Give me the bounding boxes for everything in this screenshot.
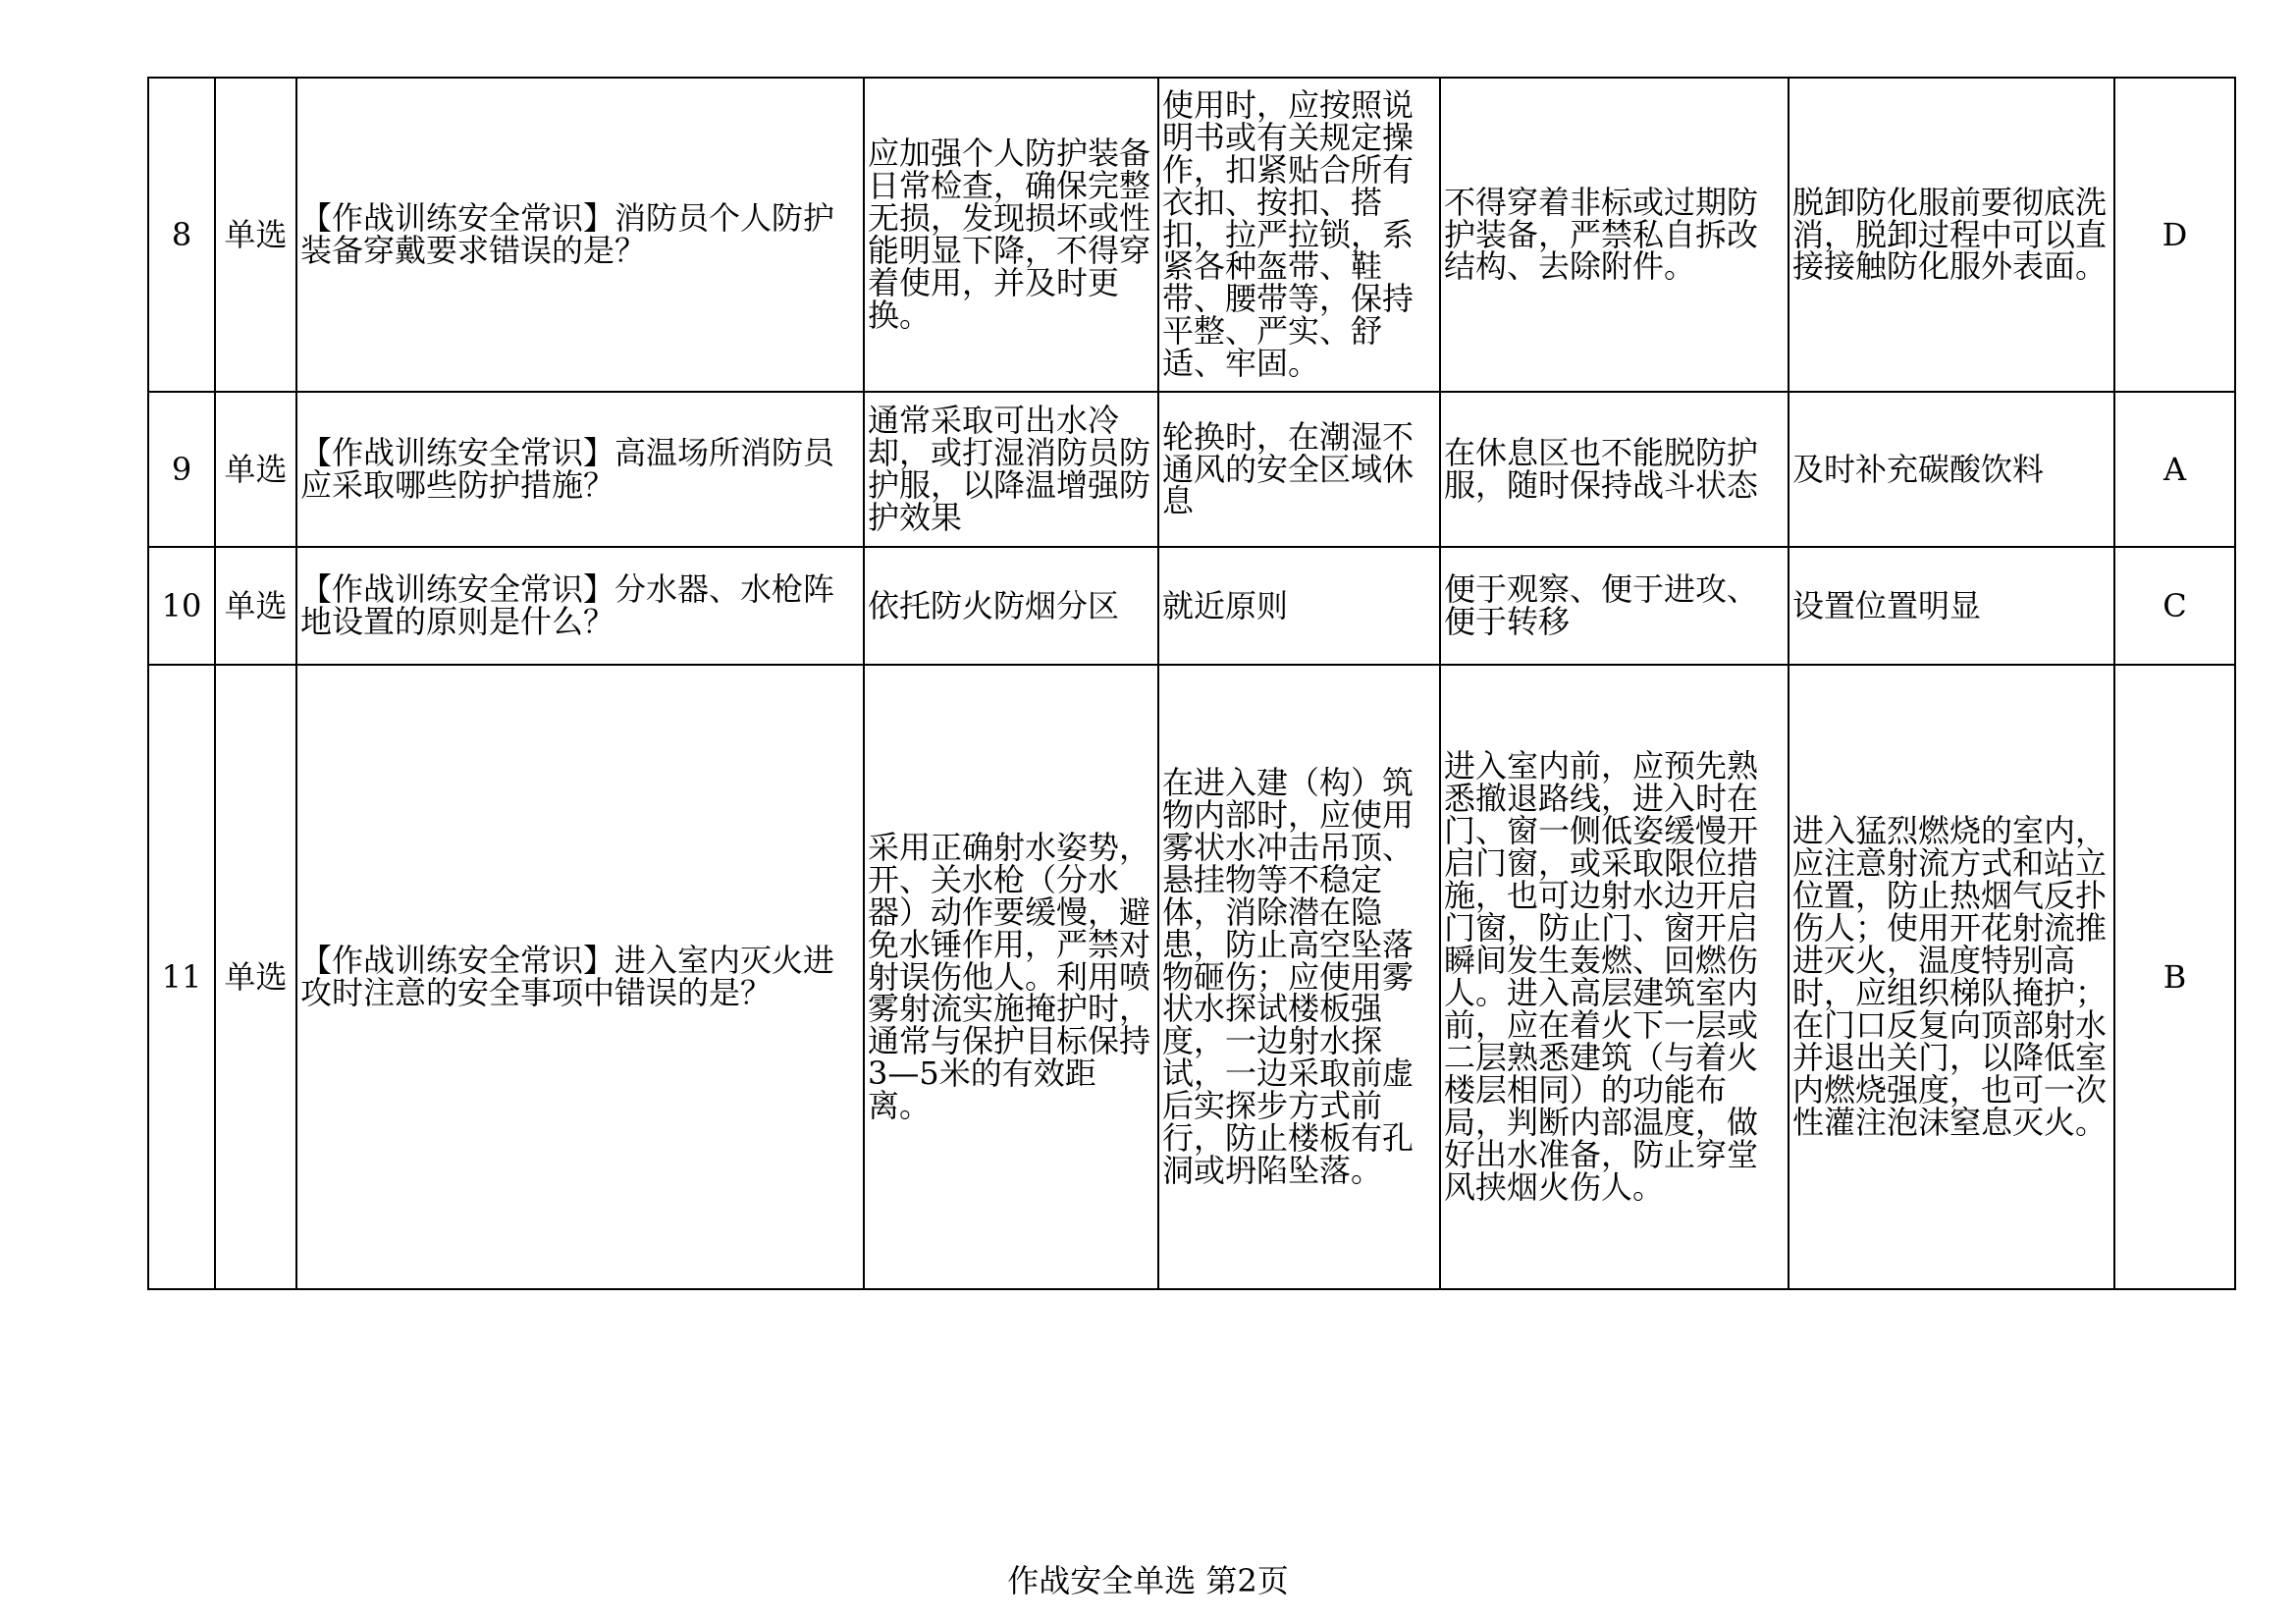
option-d: 及时补充碳酸饮料 (1789, 392, 2114, 547)
option-a: 依托防火防烟分区 (864, 547, 1158, 665)
option-b: 轮换时，在潮湿不通风的安全区域休息 (1158, 392, 1440, 547)
question-text: 【作战训练安全常识】进入室内灭火进攻时注意的安全事项中错误的是？ (296, 665, 864, 1289)
question-text: 【作战训练安全常识】消防员个人防护装备穿戴要求错误的是？ (296, 78, 864, 392)
option-c: 在休息区也不能脱防护服，随时保持战斗状态 (1440, 392, 1789, 547)
option-d: 脱卸防化服前要彻底洗消，脱卸过程中可以直接接触防化服外表面。 (1789, 78, 2114, 392)
table-row (148, 392, 2235, 547)
question-text: 【作战训练安全常识】高温场所消防员应采取哪些防护措施？ (296, 392, 864, 547)
answer: D (2114, 78, 2235, 392)
row-number: 11 (148, 665, 215, 1289)
question-type: 单选 (215, 665, 296, 1289)
table-row (148, 547, 2235, 665)
question-type: 单选 (215, 392, 296, 547)
option-a: 采用正确射水姿势，开、关水枪（分水器）动作要缓慢，避免水锤作用，严禁对射误伤他人。利用喷雾射流实施掩护时，通常与保护目标保持3—5米的有效距离。 (864, 665, 1158, 1289)
table-row (148, 78, 2235, 392)
question-type: 单选 (215, 78, 296, 392)
option-c: 不得穿着非标或过期防护装备，严禁私自拆改结构、去除附件。 (1440, 78, 1789, 392)
question-type: 单选 (215, 547, 296, 665)
option-c: 便于观察、便于进攻、便于转移 (1440, 547, 1789, 665)
option-c: 进入室内前，应预先熟悉撤退路线，进入时在门、窗一侧低姿缓慢开启门窗，或采取限位措施，也可边射水边开启门窗，防止门、窗开启瞬间发生轰燃、回燃伤人。进入高层建筑室内前，应在着火下一层或二层熟悉建筑（与着火楼层相同）的功能布局，判断内部温度，做好出水准备，防止穿堂风挟烟火伤人。 (1440, 665, 1789, 1289)
option-b: 在进入建（构）筑物内部时，应使用雾状水冲击吊顶、悬挂物等不稳定体，消除潜在隐患，防止高空坠落物砸伤；应使用雾状水探试楼板强度，一边射水探试，一边采取前虚后实探步方式前行，防止楼板有孔洞或坍陷坠落。 (1158, 665, 1440, 1289)
question-table (147, 77, 2236, 1290)
page-footer: 作战安全单选 第2页 (1007, 1562, 1289, 1599)
option-d: 进入猛烈燃烧的室内，应注意射流方式和站立位置，防止热烟气反扑伤人；使用开花射流推进灭火，温度特别高时，应组织梯队掩护；在门口反复向顶部射水并退出关门，以降低室内燃烧强度，也可一次性灌注泡沫窒息灭火。 (1789, 665, 2114, 1289)
row-number: 9 (148, 392, 215, 547)
table-row (148, 665, 2235, 1289)
question-text: 【作战训练安全常识】分水器、水枪阵地设置的原则是什么？ (296, 547, 864, 665)
option-d: 设置位置明显 (1789, 547, 2114, 665)
row-number: 10 (148, 547, 215, 665)
option-b: 使用时，应按照说明书或有关规定操作，扣紧贴合所有衣扣、按扣、搭扣，拉严拉锁，系紧各种盔带、鞋带、腰带等，保持平整、严实、舒适、牢固。 (1158, 78, 1440, 392)
answer: B (2114, 665, 2235, 1289)
row-number: 8 (148, 78, 215, 392)
option-b: 就近原则 (1158, 547, 1440, 665)
option-a: 应加强个人防护装备日常检查，确保完整无损，发现损坏或性能明显下降，不得穿着使用，并及时更换。 (864, 78, 1158, 392)
answer: A (2114, 392, 2235, 547)
option-a: 通常采取可出水冷却，或打湿消防员防护服，以降温增强防护效果 (864, 392, 1158, 547)
answer: C (2114, 547, 2235, 665)
